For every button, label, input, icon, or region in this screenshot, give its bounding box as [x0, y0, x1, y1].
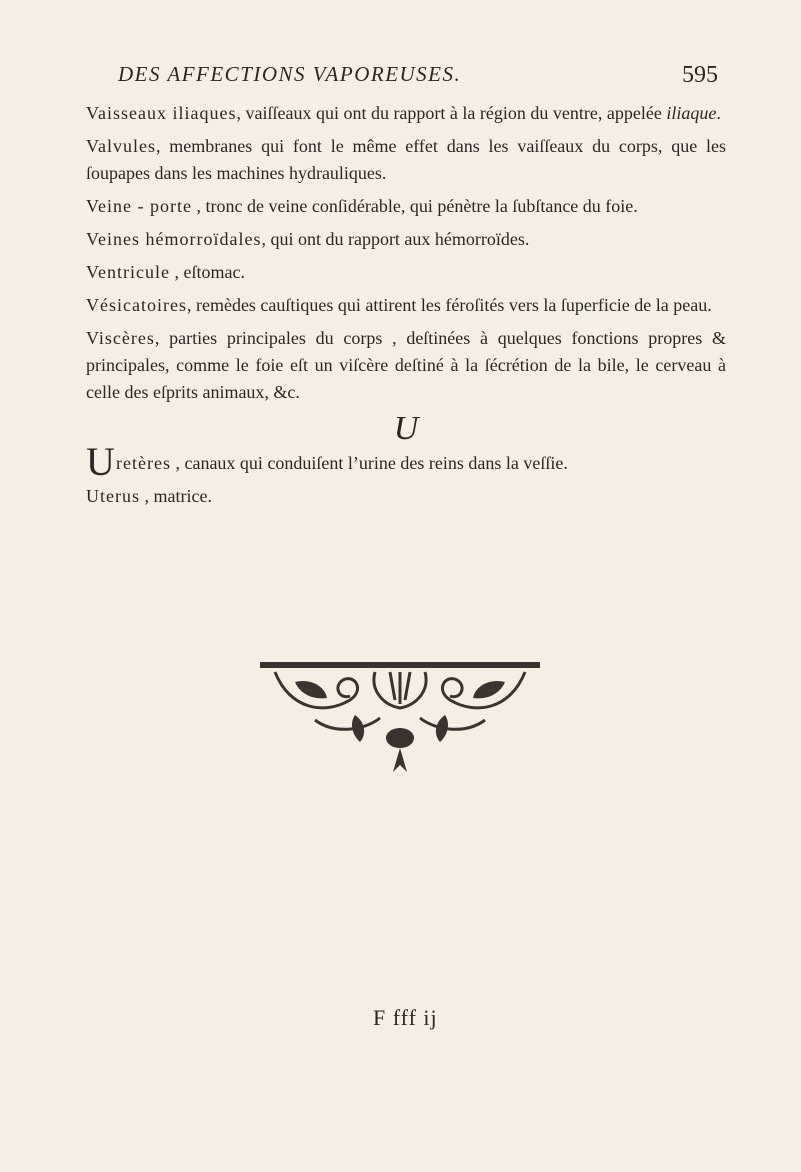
glossary-entry [86, 193, 726, 220]
glossary-entry [86, 292, 726, 319]
entry-definition: , qui ont du rapport aux hémorroïdes. [261, 229, 530, 249]
glossary-entry [86, 100, 726, 127]
ornament-scrollwork [275, 672, 525, 729]
entry-definition: , parties principales du corps , deſtinées à quelques fonctions propres & principales, comme le foie eſt un viſcère deſtiné à la ſécrétion de la bile, le cerveau à celle des eſprits animaux, &c. [86, 328, 726, 402]
entry-definition: , canaux qui conduiſent l’urine des reins dans la veſſie. [170, 453, 568, 473]
entry-term-cap: U [86, 486, 100, 506]
glossary-entry [86, 325, 726, 406]
section-letter: U [393, 410, 419, 447]
entry-definition-end: . [716, 103, 721, 123]
page-number: 595 [682, 62, 718, 88]
glossary-entry [86, 439, 726, 484]
entry-definition: , membranes qui font le même effet dans les vaiſſeaux du corps, que les ſoupapes dans les machines hydrauliques. [86, 136, 726, 183]
entry-term: retères [116, 453, 171, 473]
entry-term: Vaisseaux iliaques [86, 103, 237, 123]
entry-definition-italic: iliaque [666, 103, 717, 123]
drop-cap: U [86, 439, 115, 484]
signature-mark: F fff ij [373, 1005, 438, 1030]
entry-term: Ventricule [86, 262, 170, 282]
entry-term: terus [100, 486, 140, 506]
tailpiece-ornament [255, 660, 545, 775]
glossary-entry [86, 259, 726, 286]
entry-term: Viscères [86, 328, 155, 348]
entry-definition: , tronc de veine conſidérable, qui pénètre la ſubſtance du foie. [191, 196, 638, 216]
entry-term: Vésicatoires [86, 295, 187, 315]
entry-definition: , vaiſſeaux qui ont du rapport à la région du ventre, appelée [236, 103, 667, 123]
glossary-entry [86, 483, 726, 510]
running-head [118, 62, 718, 92]
ornament-top-bar [260, 662, 540, 668]
glossary-entry [86, 133, 726, 187]
entry-definition: , remèdes cauſtiques qui attirent les féroſités vers la ſuperficie de la peau. [186, 295, 712, 315]
entry-term: Veines hémorroïdales [86, 229, 262, 249]
entry-definition: , eſtomac. [169, 262, 245, 282]
glossary-entries [86, 100, 726, 516]
entry-term: Valvules [86, 136, 156, 156]
glossary-entry [86, 226, 726, 253]
entry-definition: , matrice. [140, 486, 212, 506]
entry-term: Veine - porte [86, 196, 192, 216]
running-head-title: DES AFFECTIONS VAPOREUSES. [118, 62, 462, 86]
